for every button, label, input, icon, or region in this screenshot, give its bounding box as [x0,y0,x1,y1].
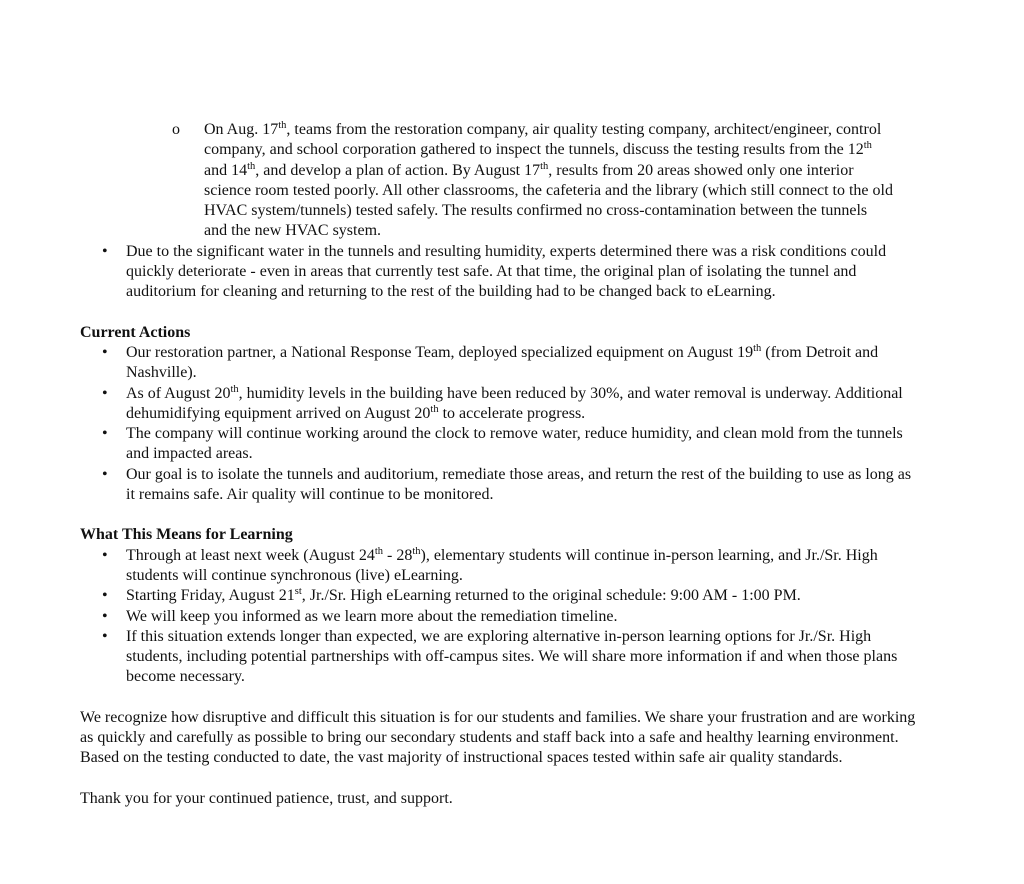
bullet-marker: • [102,384,108,402]
sub-bullet-marker: o [172,121,180,138]
list-item-humidity-risk [80,242,920,303]
list-item-text: Our restoration partner, a National Response Team, deployed specialized equipment on August 19th (from Detroit and Nashville). [126,342,879,382]
list-item [80,465,920,506]
list-item-text: Our goal is to isolate the tunnels and auditorium, remediate those areas, and return the rest of the building to use as long as it remains safe. Air quality will continue to be monitored. [126,465,912,504]
list-item-text: We will keep you informed as we learn more about the remediation timeline. [126,607,618,625]
list-item-text: Starting Friday, August 21st, Jr./Sr. High eLearning returned to the original schedule: 9:00 AM - 1:00 PM. [126,586,801,605]
thank-you-line: Thank you for your continued patience, trust, and support. [80,789,453,807]
list-item-text: The company will continue working around the clock to remove water, reduce humidity, and clean mold from the tunnels and impacted areas. [126,425,903,463]
bullet-marker: • [102,546,108,564]
list-item [80,607,920,627]
document-page [80,120,920,809]
list-item [80,384,920,425]
learning-list [80,546,920,688]
top-list [80,120,920,303]
section-heading-learning: What This Means for Learning [80,526,293,544]
current-actions-list [80,343,920,505]
bullet-marker: • [102,425,108,443]
list-item [80,586,920,606]
closing-paragraph: We recognize how disruptive and difficult this situation is for our students and families. We share your frustration and are working as quickly and carefully as possible to bring our secondary students and staff back into a safe and healthy learning environment. Based on the testing conducted to date, the vast majority of instructional spaces tested within safe air quality standards. [80,708,916,767]
list-item-text: Due to the significant water in the tunnels and resulting humidity, experts determined there was a risk conditions could quickly deteriorate - even in areas that currently test safe. At that time, the original plan of isolating the tunnel and auditorium for cleaning and returning to the rest of the building had to be changed back to eLearning. [126,242,887,301]
list-item-text: If this situation extends longer than expected, we are exploring alternative in-person learning options for Jr./Sr. High students, including potential partnerships with off-campus sites. We will share more information if and when those plans become necessary. [126,627,898,686]
bullet-marker: • [102,587,108,605]
list-item-text: As of August 20th, humidity levels in the building have been reduced by 30%, and water removal is underway. Additional dehumidifying equipment arrived on August 20th to accelerate progress. [126,383,903,422]
bullet-marker: • [102,627,108,645]
list-item [80,424,920,465]
list-item [80,343,920,384]
bullet-marker: • [102,242,108,260]
section-heading-current-actions: Current Actions [80,323,191,341]
list-item [80,627,920,688]
bullet-marker: • [102,465,108,483]
sub-list-item-aug-17 [80,120,894,242]
list-item-text: Through at least next week (August 24th - 28th), elementary students will continue in-person learning, and Jr./Sr. High students will continue synchronous (live) eLearning. [126,545,878,584]
list-item [80,546,920,587]
bullet-marker: • [102,343,108,361]
bullet-marker: • [102,607,108,625]
sub-item-text: On Aug. 17th, teams from the restoration company, air quality testing company, architect/engineer, control company, and school corporation gathered to inspect the tunnels, discuss the testing results from the 12th and 14th, and develop a plan of action. By August 17th, results from 20 areas showed only one interior science room tested poorly. All other classrooms, the cafeteria and the library (which still connect to the old HVAC system/tunnels) tested safely. The results confirmed no cross-contamination between the tunnels and the new HVAC system. [204,120,893,240]
